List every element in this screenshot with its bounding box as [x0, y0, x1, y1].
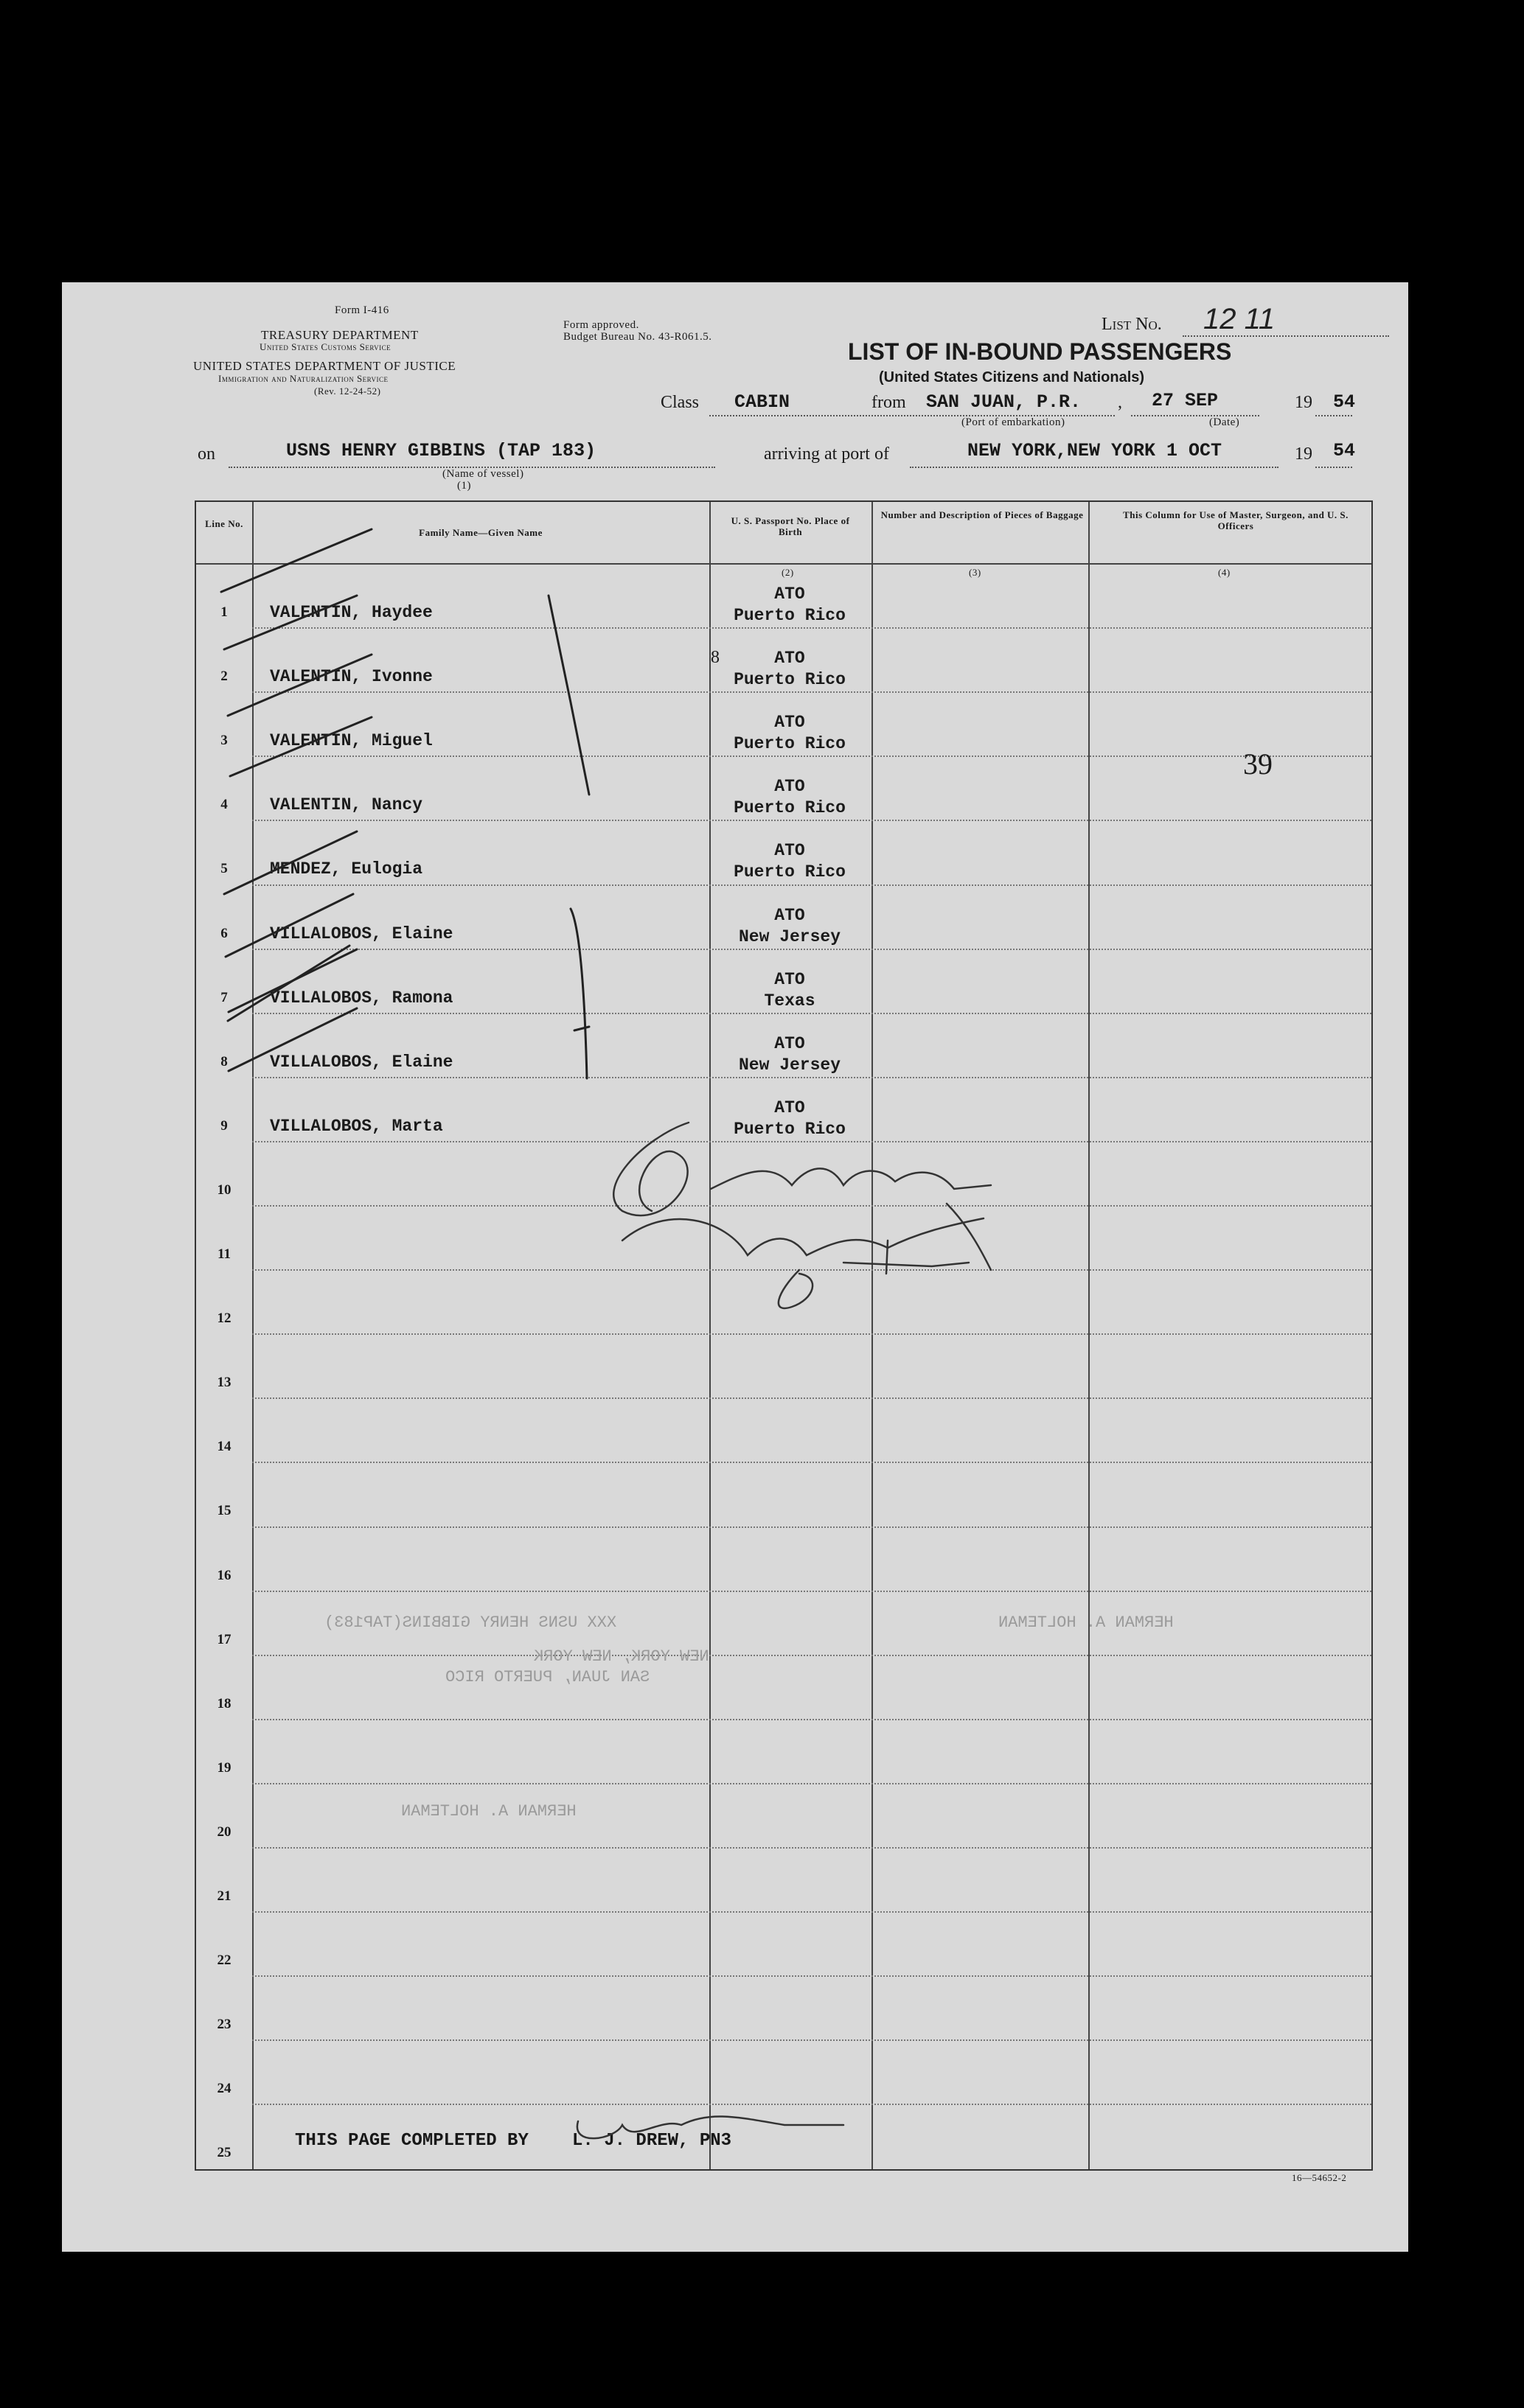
line-number: 20 — [217, 1824, 232, 1840]
passport-number: ATO — [774, 777, 805, 796]
budget-bureau: Budget Bureau No. 43-R061.5. — [563, 331, 712, 343]
bleed-through-origin: SAN JUAN, PUERTO RICO — [445, 1668, 650, 1686]
bleed-through-vessel: XXX USNS HENRY GIBBINS(TAP183) — [324, 1613, 617, 1632]
customs-service: United States Customs Service — [260, 341, 392, 352]
line-number: 2 — [220, 669, 228, 684]
place-of-birth: New Jersey — [738, 1055, 841, 1075]
place-of-birth: Puerto Rico — [734, 798, 846, 817]
arriving-label: arriving at port of — [764, 444, 889, 464]
passport-number: ATO — [774, 584, 805, 604]
place-of-birth: Puerto Rico — [734, 1120, 846, 1139]
officer-note: 39 — [1243, 747, 1273, 781]
passport-number: ATO — [774, 841, 805, 860]
year-prefix-2: 19 — [1295, 444, 1312, 464]
footer-code: 16—54652-2 — [1292, 2172, 1347, 2183]
line-number: 12 — [217, 1311, 232, 1326]
line-number: 16 — [217, 1568, 232, 1583]
completed-by-label: THIS PAGE COMPLETED BY — [295, 2131, 529, 2151]
line-number: 17 — [217, 1632, 232, 1647]
list-no-label: List No. — [1102, 315, 1162, 334]
place-of-birth: Puerto Rico — [734, 862, 846, 882]
departure-date: 27 SEP — [1152, 390, 1219, 411]
passenger-name: VILLALOBOS, Elaine — [270, 924, 453, 943]
line-number: 5 — [220, 861, 228, 876]
line-number: 25 — [217, 2145, 232, 2160]
line-number: 19 — [217, 1760, 232, 1776]
date-caption: (Date) — [1209, 416, 1240, 428]
line-number: 6 — [220, 926, 228, 941]
bleed-through-officer-2: HERMAN A. HOLTEMAN — [998, 1613, 1174, 1632]
passport-number: ATO — [774, 713, 805, 732]
departure-year: 54 — [1333, 391, 1356, 413]
vessel-caption: (Name of vessel) — [442, 468, 524, 480]
comma: , — [1118, 393, 1122, 412]
line-number: 11 — [218, 1246, 231, 1262]
line-number: 4 — [220, 797, 228, 812]
passenger-name: VALENTIN, Ivonne — [270, 667, 433, 686]
justice-dept: UNITED STATES DEPARTMENT OF JUSTICE — [193, 359, 456, 373]
passenger-name: VALENTIN, Haydee — [270, 603, 433, 622]
class-label: Class — [661, 393, 700, 412]
passenger-manifest-page — [62, 282, 1408, 2252]
line-number: 1 — [220, 604, 228, 620]
place-of-birth: Puerto Rico — [734, 734, 846, 753]
handwritten-marks — [62, 282, 1408, 2252]
col-num-4: (4) — [1218, 567, 1231, 578]
line-number: 9 — [220, 1118, 228, 1134]
list-no-value: 12 11 — [1203, 303, 1276, 335]
line-number: 21 — [217, 1888, 232, 1904]
col-header-officers: This Column for Use of Master, Surgeon, and U. S. Officers — [1123, 509, 1349, 531]
passport-number: ATO — [774, 970, 805, 989]
treasury-dept: TREASURY DEPARTMENT — [261, 328, 419, 342]
manifest-title: LIST OF IN-BOUND PASSENGERS — [848, 338, 1232, 365]
line-number: 23 — [217, 2017, 232, 2032]
col-header-name: Family Name—Given Name — [419, 527, 543, 538]
bleed-through-officer: HERMAN A. HOLTEMAN — [401, 1802, 577, 1821]
ins-service: Immigration and Naturalization Service — [218, 373, 389, 384]
passport-number: ATO — [774, 1098, 805, 1117]
passenger-name: MENDEZ, Eulogia — [270, 859, 423, 879]
passenger-name: VILLALOBOS, Marta — [270, 1117, 443, 1136]
place-of-birth: Puerto Rico — [734, 670, 846, 689]
year-prefix: 19 — [1295, 393, 1312, 412]
passenger-name: VALENTIN, Nancy — [270, 795, 423, 814]
col-header-passport: U. S. Passport No. Place of Birth — [731, 515, 850, 537]
place-of-birth: New Jersey — [738, 927, 841, 946]
from-label: from — [871, 393, 906, 412]
col-header-line: Line No. — [205, 518, 243, 529]
line-number: 8 — [220, 1054, 228, 1069]
passport-number: ATO — [774, 906, 805, 925]
line-number: 13 — [217, 1375, 232, 1390]
arrival-port: NEW YORK,NEW YORK 1 OCT — [967, 440, 1222, 461]
bleed-through-port: NEW YORK, NEW YORK — [534, 1647, 709, 1666]
passenger-name: VILLALOBOS, Elaine — [270, 1053, 453, 1072]
col-header-baggage: Number and Description of Pieces of Baggage — [880, 509, 1084, 520]
row2-mark: 8 — [711, 648, 720, 667]
form-number: Form I-416 — [335, 304, 389, 316]
col-num-3: (3) — [969, 567, 981, 578]
place-of-birth: Puerto Rico — [734, 606, 846, 625]
line-number: 22 — [217, 1952, 232, 1968]
line-number: 14 — [217, 1439, 232, 1454]
line-number: 18 — [217, 1696, 232, 1711]
passenger-name: VILLALOBOS, Ramona — [270, 988, 453, 1008]
manifest-subtitle: (United States Citizens and Nationals) — [879, 369, 1145, 385]
class-value: CABIN — [734, 391, 790, 413]
embarkation-port: SAN JUAN, P.R. — [926, 391, 1082, 413]
form-approved: Form approved. — [563, 319, 639, 331]
passport-number: ATO — [774, 649, 805, 668]
arrival-year: 54 — [1333, 440, 1356, 461]
completed-by-name: L. J. DREW, PN3 — [572, 2131, 732, 2151]
vessel-col-num: (1) — [457, 480, 471, 492]
col-num-2: (2) — [782, 567, 794, 578]
form-revision: (Rev. 12-24-52) — [314, 385, 381, 397]
line-number: 15 — [217, 1503, 232, 1518]
place-of-birth: Texas — [764, 991, 815, 1011]
line-number: 10 — [217, 1182, 232, 1198]
line-number: 24 — [217, 2081, 232, 2096]
embarkation-caption: (Port of embarkation) — [961, 416, 1065, 428]
passenger-name: VALENTIN, Miguel — [270, 731, 433, 750]
on-label: on — [198, 444, 215, 464]
line-number: 3 — [220, 733, 228, 748]
vessel-name: USNS HENRY GIBBINS (TAP 183) — [286, 440, 596, 461]
line-number: 7 — [220, 990, 228, 1005]
passport-number: ATO — [774, 1034, 805, 1053]
